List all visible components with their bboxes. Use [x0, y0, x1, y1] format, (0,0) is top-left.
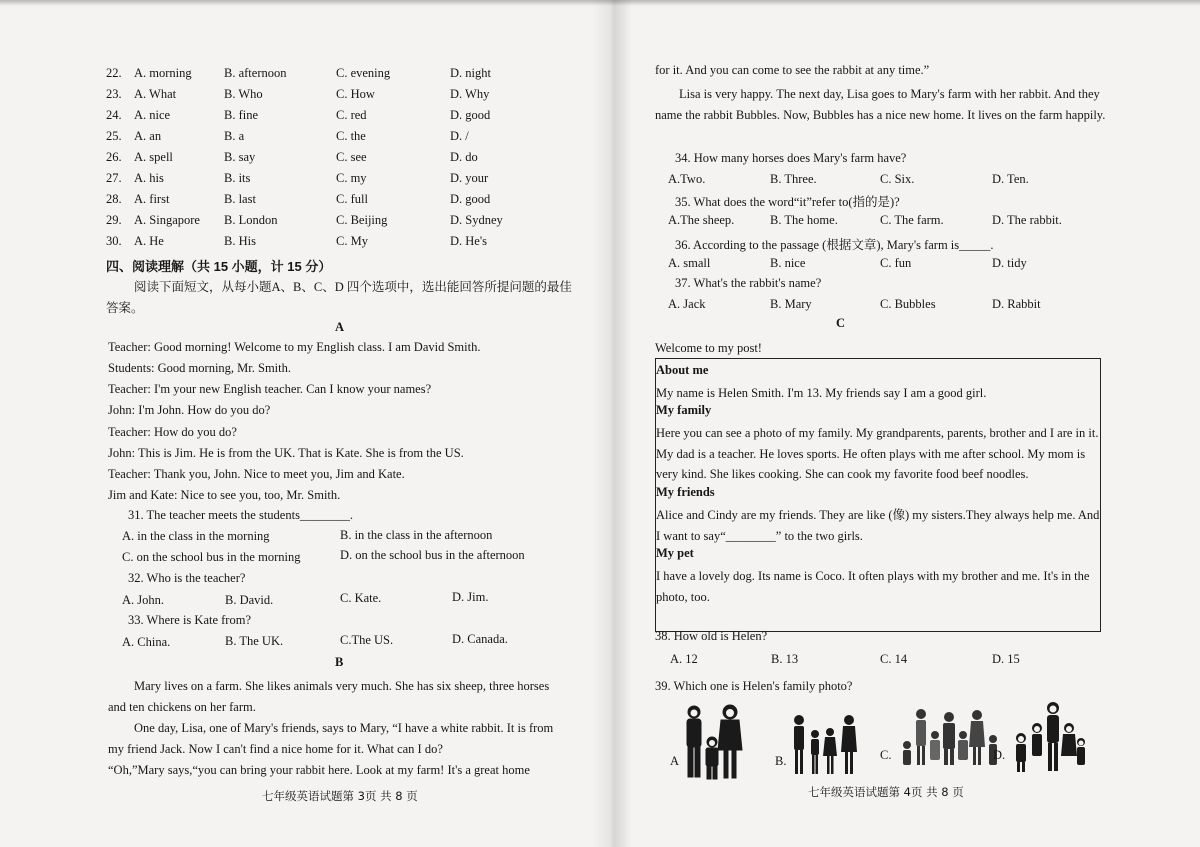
cloze-option-row: [106, 213, 576, 233]
question-31-option-b[interactable]: B. in the class in the afternoon: [340, 528, 493, 542]
photo-option-d-label[interactable]: D.: [993, 748, 1006, 762]
cloze-option-row: [106, 87, 576, 107]
question-35-option-c[interactable]: C. The farm.: [880, 213, 944, 227]
option-a[interactable]: A. morning: [134, 66, 192, 80]
question-36-option-b[interactable]: B. nice: [770, 256, 806, 270]
dialogue-line: John: This is Jim. He is from the UK. That is Kate. She is from the US.: [108, 446, 464, 460]
question-33-option-a[interactable]: A. China.: [122, 635, 171, 649]
option-b[interactable]: B. Who: [224, 87, 263, 101]
option-b[interactable]: B. its: [224, 171, 251, 185]
cloze-option-row: [106, 129, 576, 149]
question-34-stem: 34. How many horses does Mary's farm have?: [675, 151, 907, 165]
my-friends-text: Alice and Cindy are my friends. They are like (像) my sisters.They always help me. And I want to say“________” to the two girls.: [656, 508, 1100, 543]
option-b[interactable]: B. fine: [224, 108, 259, 122]
passage-b-paragraph-2: One day, Lisa, one of Mary's friends, says to Mary, “I have a white rabbit. It is from my friend Jack. Now I can't find a nice home for it. What can I do?: [108, 721, 554, 756]
dialogue-line: John: I'm John. How do you do?: [108, 403, 271, 417]
question-36-stem: 36. According to the passage (根据文章), Mary's farm is_____.: [675, 238, 994, 252]
option-c[interactable]: C. How: [336, 87, 375, 101]
option-c[interactable]: C. see: [336, 150, 367, 164]
question-33-stem: 33. Where is Kate from?: [128, 613, 251, 627]
question-number: 27.: [106, 171, 122, 185]
question-number: 22.: [106, 66, 122, 80]
question-37-option-b[interactable]: B. Mary: [770, 297, 812, 311]
option-c[interactable]: C. red: [336, 108, 367, 122]
question-34-option-d[interactable]: D. Ten.: [992, 172, 1029, 186]
option-d[interactable]: D. your: [450, 171, 489, 185]
question-32-option-d[interactable]: D. Jim.: [452, 590, 489, 604]
question-34-options: [620, 172, 1090, 192]
family-photo-c-icon[interactable]: [895, 705, 1006, 767]
option-a[interactable]: A. Singapore: [134, 213, 200, 227]
right-page-footer: 七年级英语试题第 4页 共 8 页: [808, 785, 964, 799]
option-a[interactable]: A. He: [134, 234, 164, 248]
my-pet-heading: My pet: [656, 546, 694, 560]
question-37-option-d[interactable]: D. Rabbit: [992, 297, 1041, 311]
question-35-options: [620, 213, 1090, 233]
family-photo-a-icon[interactable]: [680, 702, 748, 782]
question-31-option-d[interactable]: D. on the school bus in the afternoon: [340, 548, 525, 562]
option-d[interactable]: D. do: [450, 150, 478, 164]
option-d[interactable]: D. Sydney: [450, 213, 503, 227]
option-c[interactable]: C. my: [336, 171, 367, 185]
dialogue-line: Teacher: How do you do?: [108, 425, 237, 439]
option-a[interactable]: A. nice: [134, 108, 171, 122]
option-a[interactable]: A. an: [134, 129, 162, 143]
dialogue-line: Teacher: Thank you, John. Nice to meet you, Jim and Kate.: [108, 467, 405, 481]
option-d[interactable]: D. He's: [450, 234, 487, 248]
passage-b-paragraph-3: “Oh,”Mary says,“you can bring your rabbit here. Look at my farm! It's a great home: [108, 763, 530, 777]
question-number: 28.: [106, 192, 122, 206]
passage-a-label: A: [335, 320, 345, 334]
option-d[interactable]: D. /: [450, 129, 469, 143]
option-b[interactable]: B. afternoon: [224, 66, 287, 80]
cloze-option-row: [106, 171, 576, 191]
question-number: 24.: [106, 108, 122, 122]
question-38-option-b[interactable]: B. 13: [771, 652, 799, 666]
option-d[interactable]: D. Why: [450, 87, 490, 101]
helen-post-box: [655, 358, 1101, 632]
about-me-heading: About me: [656, 363, 709, 377]
my-family-text: Here you can see a photo of my family. My grandparents, parents, brother and I are in it. My dad is a teacher. He loves sports. He often plays with me after school. My mom is very kind. She likes cooking. She can cook my favorite food beef noodles.: [656, 426, 1099, 481]
passage-b-paragraph-1: Mary lives on a farm. She likes animals very much. She has six sheep, three horses and ten chickens on her farm.: [108, 679, 550, 714]
option-b[interactable]: B. say: [224, 150, 256, 164]
question-31-option-a[interactable]: A. in the class in the morning: [122, 529, 270, 543]
question-39-stem: 39. Which one is Helen's family photo?: [655, 679, 853, 693]
question-35-stem: 35. What does the word“it”refer to(指的是)?: [675, 195, 900, 209]
question-number: 26.: [106, 150, 122, 164]
question-37-stem: 37. What's the rabbit's name?: [675, 276, 822, 290]
question-32-option-a[interactable]: A. John.: [122, 593, 165, 607]
reading-instructions: 阅读下面短文，从每小题A、B、C、D 四个选项中，选出能回答所提问题的最佳答案。: [106, 280, 572, 315]
question-33-option-d[interactable]: D. Canada.: [452, 632, 508, 646]
cloze-option-row: [106, 192, 576, 212]
option-a[interactable]: A. What: [134, 87, 177, 101]
question-36-option-a[interactable]: A. small: [668, 256, 711, 270]
question-34-option-b[interactable]: B. Three.: [770, 172, 817, 186]
my-friends-heading: My friends: [656, 485, 715, 499]
dialogue-line: Teacher: I'm your new English teacher. Can I know your names?: [108, 382, 432, 396]
left-page-footer: 七年级英语试题第 3页 共 8 页: [262, 789, 418, 803]
question-number: 30.: [106, 234, 122, 248]
question-34-option-c[interactable]: C. Six.: [880, 172, 915, 186]
question-35-option-d[interactable]: D. The rabbit.: [992, 213, 1062, 227]
question-32-option-b[interactable]: B. David.: [225, 593, 274, 607]
question-38-stem: 38. How old is Helen?: [655, 629, 768, 643]
option-b[interactable]: B. last: [224, 192, 256, 206]
option-b[interactable]: B. His: [224, 234, 256, 248]
question-32-option-c[interactable]: C. Kate.: [340, 591, 382, 605]
passage-b-label: B: [335, 655, 344, 669]
question-number: 25.: [106, 129, 122, 143]
cloze-option-row: [106, 150, 576, 170]
photo-option-b-label[interactable]: B.: [775, 754, 787, 768]
option-d[interactable]: D. good: [450, 192, 491, 206]
reading-section-title: 四、阅读理解（共 15 小题，计 15 分）: [106, 259, 332, 274]
question-36-option-c[interactable]: C. fun: [880, 256, 912, 270]
option-b[interactable]: B. a: [224, 129, 245, 143]
passage-b-paragraph-4: Lisa is very happy. The next day, Lisa goes to Mary's farm with her rabbit. And they name the rabbit Bubbles. Now, Bubbles has a nice new home. It lives on the farm happily.: [655, 87, 1106, 122]
passage-c-label: C: [836, 316, 846, 330]
passage-b-continuation: for it. And you can come to see the rabbit at any time.”: [655, 63, 930, 77]
family-photo-d-icon[interactable]: [1013, 700, 1088, 774]
question-number: 29.: [106, 213, 122, 227]
question-31-stem: 31. The teacher meets the students________.: [128, 508, 354, 522]
photo-option-a-label[interactable]: A: [670, 754, 680, 768]
question-36-option-d[interactable]: D. tidy: [992, 256, 1027, 270]
option-c[interactable]: C. full: [336, 192, 368, 206]
photo-option-c-label[interactable]: C.: [880, 748, 892, 762]
option-c[interactable]: C. the: [336, 129, 366, 143]
question-32-stem: 32. Who is the teacher?: [128, 571, 246, 585]
option-d[interactable]: D. night: [450, 66, 491, 80]
question-33-option-b[interactable]: B. The UK.: [225, 634, 284, 648]
my-pet-text: I have a lovely dog. Its name is Coco. It often plays with my brother and me. It's in the photo, too.: [656, 569, 1090, 604]
option-c[interactable]: C. My: [336, 234, 368, 248]
option-a[interactable]: A. first: [134, 192, 170, 206]
option-c[interactable]: C. evening: [336, 66, 391, 80]
question-35-option-b[interactable]: B. The home.: [770, 213, 838, 227]
cloze-option-row: [106, 234, 576, 254]
question-number: 23.: [106, 87, 122, 101]
question-36-options: [620, 256, 1090, 276]
option-c[interactable]: C. Beijing: [336, 213, 388, 227]
question-38-option-c[interactable]: C. 14: [880, 652, 908, 666]
dialogue-line: Students: Good morning, Mr. Smith.: [108, 361, 292, 375]
option-b[interactable]: B. London: [224, 213, 278, 227]
right-page: [620, 0, 1200, 847]
question-37-option-c[interactable]: C. Bubbles: [880, 297, 936, 311]
question-37-option-a[interactable]: A. Jack: [668, 297, 706, 311]
option-a[interactable]: A. his: [134, 171, 164, 185]
cloze-option-row: [106, 108, 576, 128]
question-38-option-a[interactable]: A. 12: [670, 652, 698, 666]
cloze-option-row: [106, 66, 576, 86]
my-family-heading: My family: [656, 403, 712, 417]
question-34-option-a[interactable]: A.Two.: [668, 172, 706, 186]
question-33-option-c[interactable]: C.The US.: [340, 633, 394, 647]
option-d[interactable]: D. good: [450, 108, 491, 122]
question-31-option-c[interactable]: C. on the school bus in the morning: [122, 550, 301, 564]
question-37-options: [620, 297, 1090, 317]
option-a[interactable]: A. spell: [134, 150, 173, 164]
post-welcome: Welcome to my post!: [655, 341, 762, 355]
question-38-options: [620, 652, 1090, 672]
dialogue-line: Jim and Kate: Nice to see you, too, Mr. Smith.: [108, 488, 341, 502]
about-me-text: My name is Helen Smith. I'm 13. My friends say I am a good girl.: [656, 386, 987, 400]
dialogue-line: Teacher: Good morning! Welcome to my English class. I am David Smith.: [108, 340, 481, 354]
family-photo-b-icon[interactable]: [790, 712, 860, 778]
question-35-option-a[interactable]: A.The sheep.: [668, 213, 735, 227]
question-38-option-d[interactable]: D. 15: [992, 652, 1020, 666]
